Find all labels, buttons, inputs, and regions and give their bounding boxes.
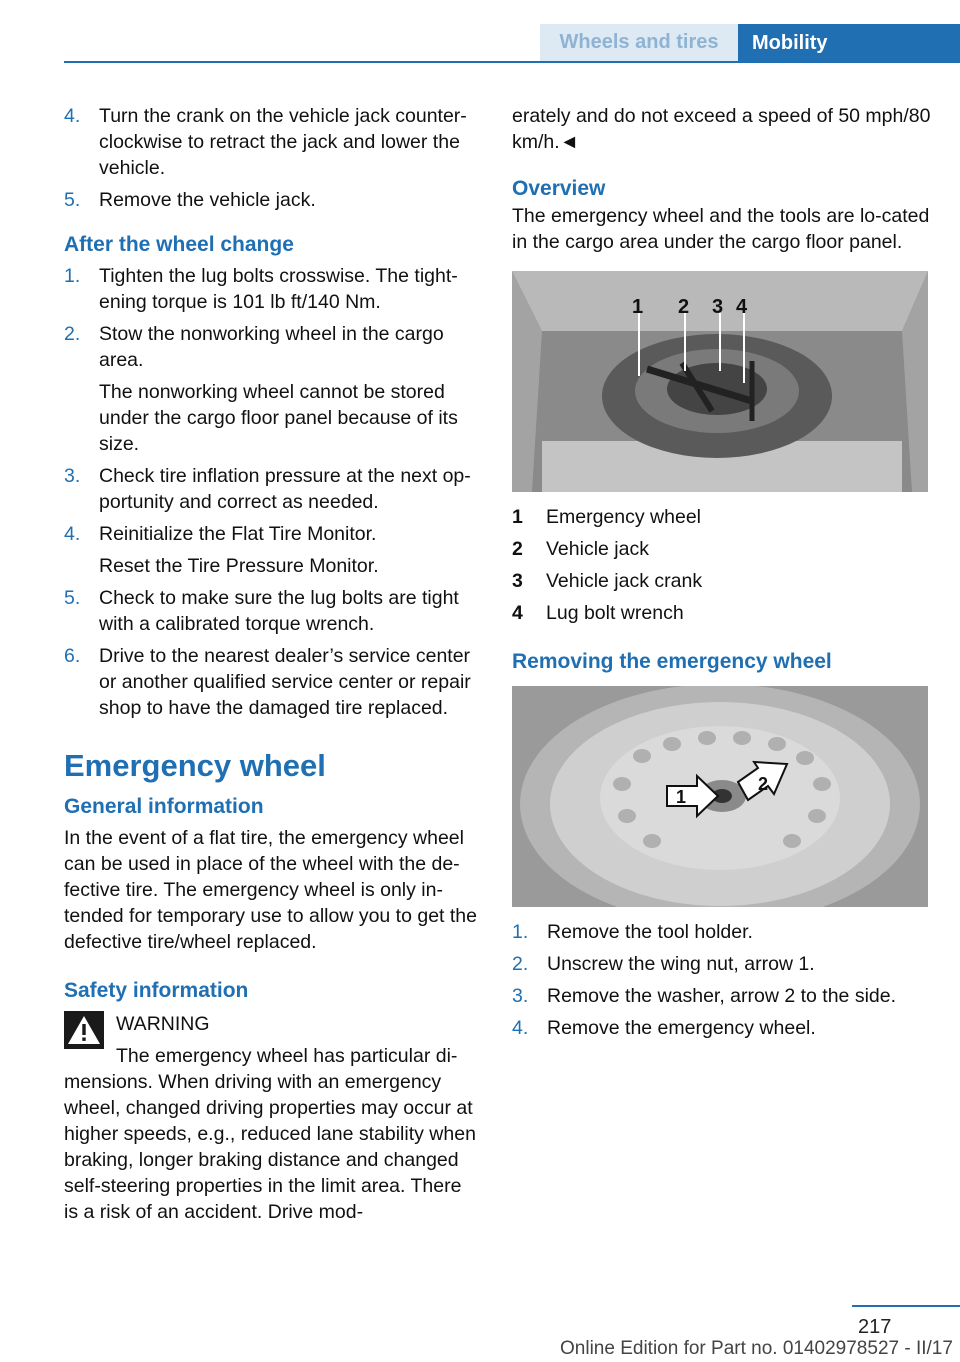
list-item [64,585,478,637]
legend-row [512,568,932,594]
arrow-label: 2 [758,774,769,794]
step-number: 1. [64,265,81,287]
safety-info-heading: Safety information [64,979,249,1002]
general-info-heading: General information [64,795,264,818]
warning-text-first: The emergency wheel has particular di- [116,1045,458,1067]
wing-nut-illustration [512,686,928,907]
step-text: Turn the crank on the vehicle jack counter-clockwise to retract the jack and lower the vehicle. [99,105,467,179]
step-number: 1. [512,921,529,943]
left-column [64,103,478,1225]
footer-rule [852,1305,960,1307]
list-item [512,951,932,977]
header-rule [64,61,960,63]
legend-key: 4 [512,602,523,624]
list-item [64,103,478,181]
step-note: The nonworking wheel cannot be stored under the cargo floor panel because of its size. [99,381,458,455]
general-info-text: In the event of a flat tire, the emergency wheel can be used in place of the wheel with the de-fective tire. The emergency wheel is only in-tended for temporary use to allow you to get the defective tire/wheel replaced. [64,827,477,953]
legend-value: Emergency wheel [546,506,701,528]
step-number: 6. [64,645,81,667]
spare-wheel-photo [512,686,928,907]
overview-heading: Overview [512,177,606,200]
warning-title: WARNING [116,1013,210,1035]
warning-block [64,1011,478,1225]
step-text: Tighten the lug bolts crosswise. The tight-ening torque is 101 lb ft/140 Nm. [99,265,458,313]
legend-value: Lug bolt wrench [546,602,684,624]
chapter-tab[interactable]: Wheels and tires [540,24,738,61]
steps-top [64,103,478,213]
step-text: Remove the emergency wheel. [547,1017,816,1039]
legend-key: 3 [512,570,523,592]
step-number: 5. [64,587,81,609]
legend-value: Vehicle jack [546,538,649,560]
continued-text: erately and do not exceed a speed of 50 mph/80 km/h.◄ [512,105,931,153]
photo-label: 1 [632,296,644,318]
list-item [512,983,932,1009]
step-number: 5. [64,189,81,211]
after-change-steps [64,263,478,721]
photo-label: 4 [736,296,748,318]
step-text: Check tire inflation pressure at the next op-portunity and correct as needed. [99,465,471,513]
step-number: 4. [64,105,81,127]
list-item [512,1015,932,1041]
after-change-heading: After the wheel change [64,233,294,256]
step-number: 2. [512,953,529,975]
list-item [512,919,932,945]
list-item [64,187,478,213]
list-item [64,643,478,721]
step-text: Stow the nonworking wheel in the cargo area. [99,323,444,371]
step-text: Check to make sure the lug bolts are tight with a calibrated torque wrench. [99,587,459,635]
right-column [512,103,932,1047]
legend-row [512,504,932,530]
step-number: 4. [64,523,81,545]
overview-text: The emergency wheel and the tools are lo-cated in the cargo area under the cargo floor panel. [512,205,930,253]
photo-label: 2 [678,296,690,318]
removing-steps [512,919,932,1041]
emergency-wheel-heading: Emergency wheel [64,748,326,783]
spare-wheel-well-illustration [512,271,928,492]
list-item [64,263,478,315]
legend-key: 2 [512,538,523,560]
list-item [64,521,478,579]
edition-note: Online Edition for Part no. 01402978527 - II/17 [560,1338,953,1359]
step-text: Remove the tool holder. [547,921,753,943]
photo-label: 3 [712,296,724,318]
list-item [64,463,478,515]
step-note: Reset the Tire Pressure Monitor. [99,555,379,577]
warning-text: mensions. When driving with an emergency wheel, changed driving properties may occur at higher speeds, e.g., reduced lane stability when braking, longer braking distance and changed self-steering properties in the limit area. There is a risk of an accident. Drive mod- [64,1071,476,1223]
page-header [0,24,960,62]
cargo-area-photo [512,271,928,492]
step-number: 3. [64,465,81,487]
page-number: 217 [858,1316,892,1338]
step-number: 2. [64,323,81,345]
legend-row [512,536,932,562]
step-number: 4. [512,1017,529,1039]
legend-value: Vehicle jack crank [546,570,703,592]
warning-icon [64,1011,104,1049]
step-text: Reinitialize the Flat Tire Monitor. [99,523,377,545]
step-text: Remove the vehicle jack. [99,189,316,211]
step-number: 3. [512,985,529,1007]
removing-heading: Removing the emergency wheel [512,650,832,673]
photo-legend [512,504,932,626]
list-item [64,321,478,457]
step-text: Remove the washer, arrow 2 to the side. [547,985,897,1007]
legend-key: 1 [512,506,523,528]
section-tab[interactable]: Mobility [738,24,960,63]
arrow-label: 1 [676,787,687,807]
step-text: Unscrew the wing nut, arrow 1. [547,953,815,975]
legend-row [512,600,932,626]
step-text: Drive to the nearest dealer’s service center or another qualified service center or repair shop to have the damaged tire replaced. [99,645,471,719]
